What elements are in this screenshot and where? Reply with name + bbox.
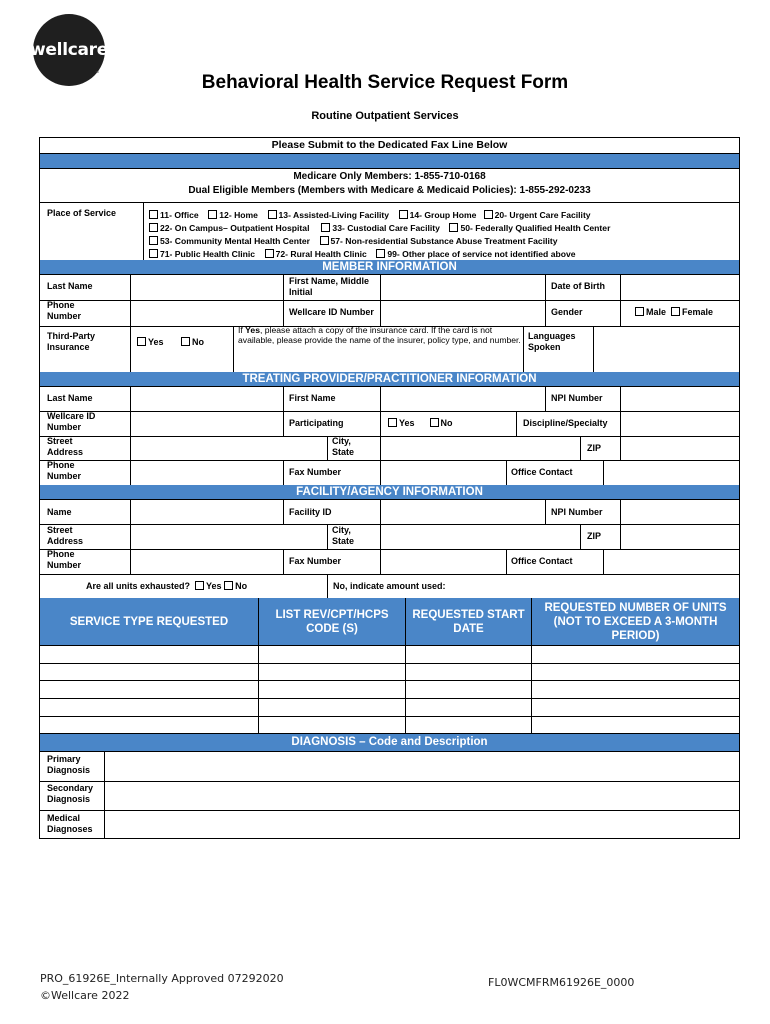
units-used-label: No, indicate amount used: — [333, 581, 446, 591]
service-type-header: SERVICE TYPE REQUESTED — [40, 598, 258, 645]
fax-header: Please Submit to the Dedicated Fax Line Below — [271, 139, 508, 151]
units-exhausted-row: Are all units exhausted? Yes No — [86, 581, 248, 591]
medical-diagnoses-label: Medical Diagnoses — [47, 813, 93, 834]
diagnosis-block — [39, 733, 740, 839]
pos-row-3: 53- Community Mental Health Center 57- Non-residential Substance Abuse Treatment Facility — [149, 236, 558, 246]
participating-options: Yes No — [388, 418, 453, 428]
provider-first-name-label: First Name — [289, 393, 336, 403]
fax-dual: Dual Eligible Members (Members with Medicare & Medicaid Policies): 1-855-292-0233 — [188, 185, 591, 196]
member-header: MEMBER INFORMATION — [40, 260, 739, 274]
member-id-label: Wellcare ID Number — [289, 307, 374, 317]
facility-city-label: City, State — [332, 525, 355, 546]
languages-label: Languages Spoken — [528, 331, 576, 352]
pos-checkbox[interactable] — [149, 210, 158, 219]
pos-checkbox[interactable] — [320, 236, 329, 245]
footer-approval: PRO_61926E_Internally Approved 07292020 — [40, 972, 284, 985]
provider-header: TREATING PROVIDER/PRACTITIONER INFORMATION — [40, 372, 739, 386]
primary-diagnosis-label: Primary Diagnosis — [47, 754, 91, 775]
pos-row-4: 71- Public Health Clinic 72- Rural Health Clinic 99- Other place of service not identified above — [149, 249, 576, 259]
page-title: Behavioral Health Service Request Form — [201, 72, 569, 93]
female-checkbox[interactable] — [671, 307, 680, 316]
pos-checkbox[interactable] — [268, 210, 277, 219]
specialty-label: Discipline/Specialty — [523, 418, 608, 428]
member-dob-label: Date of Birth — [551, 281, 605, 291]
pos-row-1: 11- Office 12- Home 13- Assisted-Living Facility 14- Group Home 20- Urgent Care Facility — [149, 210, 591, 220]
pos-checkbox[interactable] — [449, 223, 458, 232]
provider-phone-label: Phone Number — [47, 460, 82, 481]
member-gender-label: Gender — [551, 307, 583, 317]
facility-fax-label: Fax Number — [289, 556, 342, 566]
participating-no-checkbox[interactable] — [430, 418, 439, 427]
pos-checkbox[interactable] — [376, 249, 385, 258]
pos-checkbox[interactable] — [149, 236, 158, 245]
male-checkbox[interactable] — [635, 307, 644, 316]
facility-street-label: Street Address — [47, 525, 84, 546]
member-first-name-label: First Name, Middle Initial — [289, 276, 370, 297]
pos-checkbox[interactable] — [399, 210, 408, 219]
facility-zip-label: ZIP — [587, 531, 602, 541]
provider-street-label: Street Address — [47, 436, 84, 457]
provider-npi-label: NPI Number — [551, 393, 603, 403]
facility-name-label: Name — [47, 507, 72, 517]
secondary-diagnosis-label: Secondary Diagnosis — [47, 783, 94, 804]
facility-phone-label: Phone Number — [47, 549, 82, 570]
provider-zip-label: ZIP — [587, 443, 602, 453]
third-party-label: Third-Party Insurance — [47, 331, 96, 352]
provider-city-label: City, State — [332, 436, 355, 457]
pos-checkbox[interactable] — [149, 223, 158, 232]
footer-form-id: FL0WCMFRM61926E_0000 — [488, 976, 635, 989]
third-party-yes-checkbox[interactable] — [137, 337, 146, 346]
provider-office-label: Office Contact — [511, 467, 573, 477]
pos-checkbox[interactable] — [484, 210, 493, 219]
facility-npi-label: NPI Number — [551, 507, 603, 517]
trademark-mark: ™ — [95, 70, 99, 75]
units-no-checkbox[interactable] — [224, 581, 233, 590]
footer-copyright: ©Wellcare 2022 — [40, 989, 130, 1002]
place-of-service-label: Place of Service — [47, 208, 117, 218]
participating-yes-checkbox[interactable] — [388, 418, 397, 427]
pos-checkbox[interactable] — [321, 223, 330, 232]
third-party-options: Yes No — [137, 337, 204, 347]
pos-checkbox[interactable] — [208, 210, 217, 219]
facility-id-label: Facility ID — [289, 507, 332, 517]
fax-medicare: Medicare Only Members: 1-855-710-0168 — [293, 171, 486, 182]
pos-checkbox[interactable] — [149, 249, 158, 258]
logo-text: wellcare — [30, 40, 108, 60]
pos-checkbox[interactable] — [265, 249, 274, 258]
start-date-header: REQUESTED START DATE — [406, 598, 531, 645]
fax-band — [40, 154, 739, 168]
diagnosis-header: DIAGNOSIS – Code and Description — [40, 734, 739, 751]
gender-options: Male Female — [635, 307, 713, 317]
pos-row-2: 22- On Campus– Outpatient Hospital 33- Custodial Care Facility 50- Federally Qualified Health Center — [149, 223, 610, 233]
footer-left — [40, 970, 284, 1004]
provider-id-label: Wellcare ID Number — [47, 411, 96, 432]
request-form — [39, 137, 740, 750]
participating-label: Participating — [289, 418, 344, 428]
units-yes-checkbox[interactable] — [195, 581, 204, 590]
units-header: REQUESTED NUMBER OF UNITS (NOT TO EXCEED A 3-MONTH PERIOD) — [532, 598, 739, 645]
member-last-name-label: Last Name — [47, 281, 93, 291]
insurance-note: If Yes, please attach a copy of the insurance card. If the card is not available, please provide the name of the insurer, policy type, and number. — [238, 325, 521, 345]
page-subtitle: Routine Outpatient Services — [311, 110, 459, 122]
code-header: LIST REV/CPT/HCPS CODE (S) — [259, 598, 405, 645]
facility-header: FACILITY/AGENCY INFORMATION — [40, 485, 739, 499]
facility-office-label: Office Contact — [511, 556, 573, 566]
third-party-no-checkbox[interactable] — [181, 337, 190, 346]
provider-fax-label: Fax Number — [289, 467, 342, 477]
provider-last-name-label: Last Name — [47, 393, 93, 403]
member-phone-label: Phone Number — [47, 300, 82, 321]
